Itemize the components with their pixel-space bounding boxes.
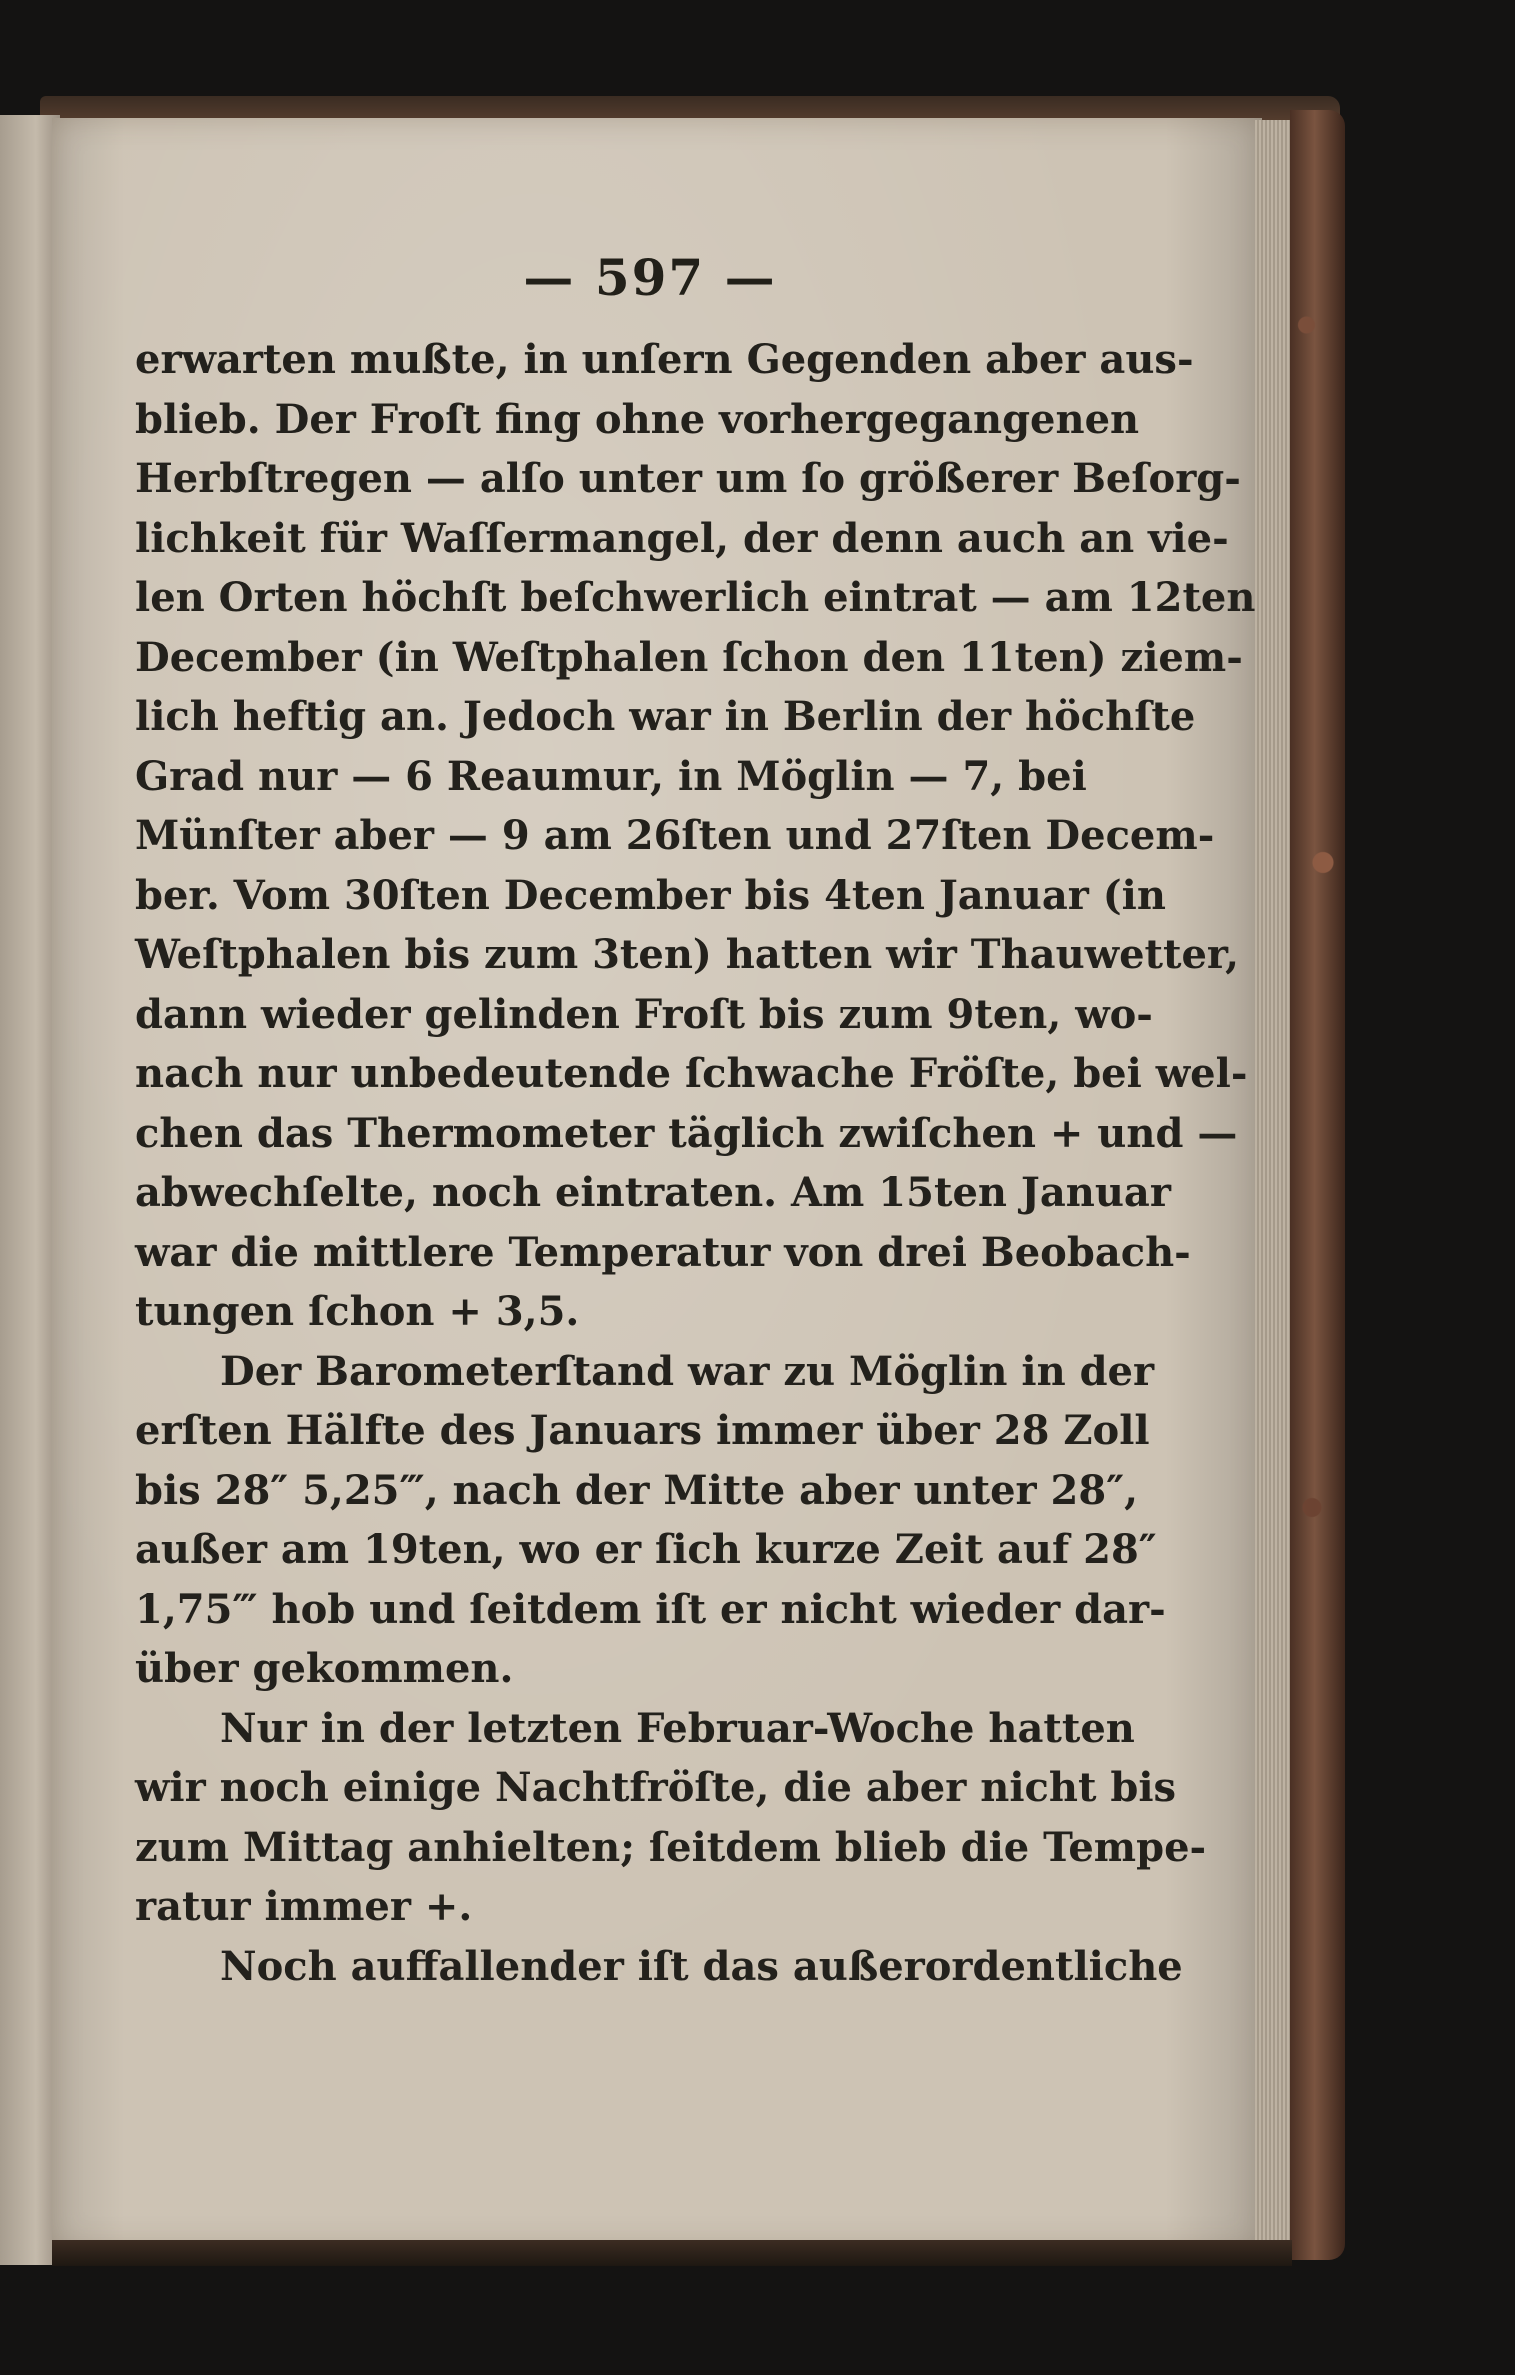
text-line: tungen ſchon + 3,5. [135, 1288, 580, 1335]
text-line: chen das Thermometer täglich zwiſchen + und — [135, 1109, 1238, 1157]
text-line: erwarten mußte, in unſern Gegenden aber aus- [135, 336, 1194, 383]
text-line: nach nur unbedeutende ſchwache Fröſte, bei wel- [135, 1050, 1248, 1097]
text-line: Der Barometerſtand war zu Möglin in der [220, 1347, 1155, 1395]
text-line: dann wieder gelinden Froſt bis zum 9ten, wo- [135, 990, 1153, 1038]
book-bottom-edge [52, 2240, 1292, 2266]
text-line: über gekommen. [135, 1645, 514, 1692]
page-number-header: — 597 — [523, 248, 777, 307]
text-line: abwechſelte, noch eintraten. Am 15ten Januar [135, 1169, 1171, 1216]
text-line: Herbſtregen — alſo unter um ſo größerer Beſorg- [135, 455, 1241, 502]
text-line: war die mittlere Temperatur von drei Beobach- [135, 1228, 1191, 1276]
left-page-edge [0, 115, 60, 2265]
text-line: lichkeit für Waſſermangel, der denn auch an vie- [135, 514, 1229, 562]
text-line: außer am 19ten, wo er ſich kurze Zeit auf 28″ [135, 1526, 1157, 1573]
text-line: Noch auffallender iſt das außerordentliche [220, 1942, 1183, 1990]
text-line: Grad nur — 6 Reaumur, in Möglin — 7, bei [135, 752, 1087, 800]
text-line: Nur in der letzten Februar-Woche hatten [220, 1704, 1135, 1752]
text-line: ber. Vom 30ſten December bis 4ten Januar (in [135, 871, 1166, 919]
text-line: blieb. Der Froſt fing ohne vorhergegangenen [135, 395, 1140, 443]
text-line: erſten Hälfte des Januars immer über 28 Zoll [135, 1407, 1150, 1454]
text-line: Münſter aber — 9 am 26ſten und 27ſten Decem- [135, 812, 1215, 859]
text-line: wir noch einige Nachtfröſte, die aber nicht bis [135, 1764, 1177, 1811]
text-line: bis 28″ 5,25‴, nach der Mitte aber unter 28″, [135, 1466, 1139, 1514]
text-line: 1,75‴ hob und ſeitdem iſt er nicht wieder dar- [135, 1585, 1166, 1633]
text-line: December (in Weſtphalen ſchon den 11ten) ziem- [135, 633, 1243, 681]
text-line: len Orten höchſt beſchwerlich eintrat — am 12ten [135, 574, 1256, 621]
body-text [135, 330, 1256, 1996]
text-line: Weſtphalen bis zum 3ten) hatten wir Thauwetter, [135, 931, 1240, 978]
marbled-cover-edge [1290, 110, 1345, 2260]
text-line: lich heftig an. Jedoch war in Berlin der höchſte [135, 693, 1196, 740]
page-stack-edge [1255, 120, 1295, 2260]
text-line: zum Mittag anhielten; ſeitdem blieb die Tempe- [135, 1823, 1207, 1871]
text-line: ratur immer +. [135, 1883, 473, 1930]
